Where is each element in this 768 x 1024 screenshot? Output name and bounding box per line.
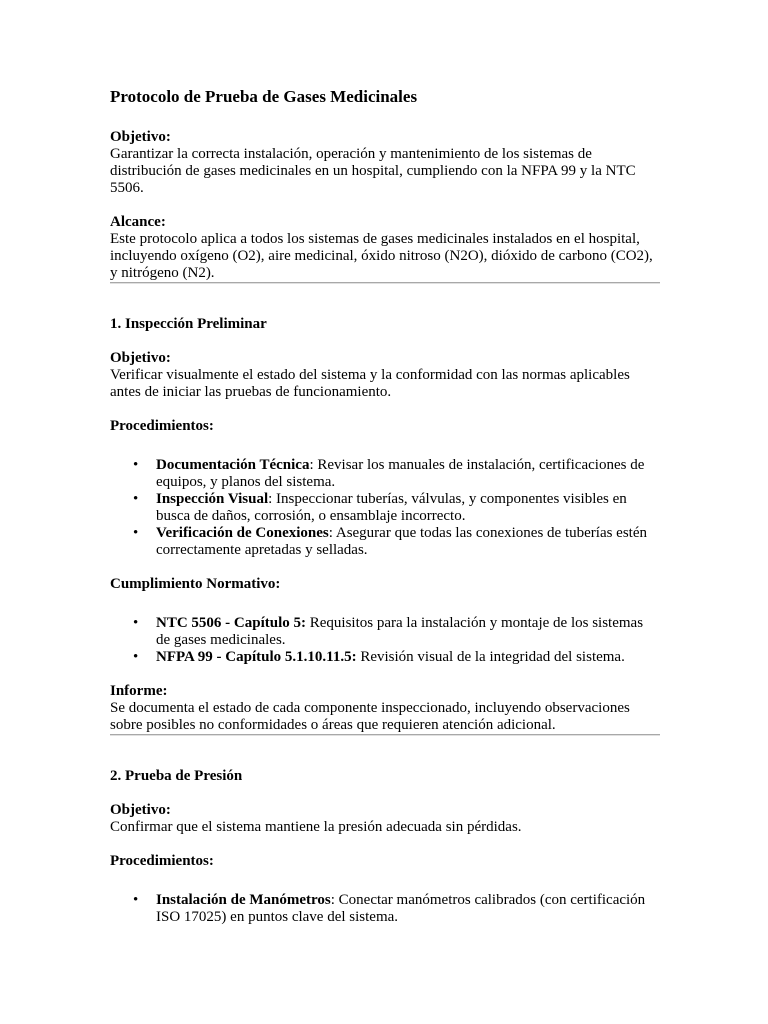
intro-scope-label: Alcance:: [110, 214, 166, 230]
section1-objective-text: Verificar visualmente el estado del sistema y la conformidad con las normas aplicables antes de iniciar las pruebas de funcionamiento.: [110, 367, 630, 400]
section1-objective: [110, 350, 660, 401]
bullet-icon: •: [133, 649, 139, 665]
list-item: [133, 615, 660, 649]
bullet-icon: •: [133, 457, 139, 473]
list-item-text: Requisitos para la instalación y montaje de los sistemas de gases medicinales.: [156, 615, 644, 648]
list-item-term: NFPA 99 - Capítulo 5.1.10.11.5:: [156, 649, 357, 665]
section1-procedures-list: [110, 457, 660, 559]
section-divider: [110, 734, 660, 736]
document-content: [110, 87, 660, 926]
bullet-icon: •: [133, 525, 139, 541]
section2-procedures-label: Procedimientos:: [110, 853, 214, 869]
section1-report: [110, 683, 660, 734]
intro-objective-text: Garantizar la correcta instalación, operación y mantenimiento de los sistemas de distribución de gases medicinales en un hospital, cumpliendo con la NFPA 99 y la NTC 5506.: [110, 146, 636, 196]
section2-objective-label: Objetivo:: [110, 802, 171, 818]
list-item: [133, 457, 660, 491]
list-item-text: : Conectar manómetros calibrados (con certificación ISO 17025) en puntos clave del sistema.: [156, 892, 646, 925]
list-item-text: : Inspeccionar tuberías, válvulas, y componentes visibles en busca de daños, corrosión, o ensamblaje incorrecto.: [156, 491, 627, 524]
list-item-term: Verificación de Conexiones: [156, 525, 329, 541]
section1-objective-label: Objetivo:: [110, 350, 171, 366]
section1-procedures-label: Procedimientos:: [110, 418, 214, 434]
section1-report-label: Informe:: [110, 683, 168, 699]
section-divider: [110, 282, 660, 284]
intro-objective-label: Objetivo:: [110, 129, 171, 145]
section2-procedures-list: [110, 892, 660, 926]
list-item: [133, 491, 660, 525]
document-title: Protocolo de Prueba de Gases Medicinales: [110, 87, 418, 106]
list-item-term: Instalación de Manómetros: [156, 892, 331, 908]
section1-compliance-label: Cumplimiento Normativo:: [110, 576, 281, 592]
list-item-text: Revisión visual de la integridad del sistema.: [356, 649, 625, 665]
bullet-icon: •: [133, 491, 139, 507]
intro-scope: [110, 214, 660, 282]
list-item-term: NTC 5506 - Capítulo 5:: [156, 615, 307, 631]
intro-scope-text: Este protocolo aplica a todos los sistemas de gases medicinales instalados en el hospital, incluyendo oxígeno (O2), aire medicinal, óxido nitroso (N2O), dióxido de carbono (CO2), y nitrógeno (N2).: [110, 231, 653, 281]
section1-heading: 1. Inspección Preliminar: [110, 316, 267, 332]
list-item-text: : Revisar los manuales de instalación, certificaciones de equipos, y planos del sistema.: [156, 457, 645, 490]
list-item: [133, 525, 660, 559]
section2-heading: 2. Prueba de Presión: [110, 768, 243, 784]
bullet-icon: •: [133, 615, 139, 631]
section1-report-text: Se documenta el estado de cada componente inspeccionado, incluyendo observaciones sobre posibles no conformidades o áreas que requieren atención adicional.: [110, 700, 630, 733]
list-item-term: Inspección Visual: [156, 491, 269, 507]
bullet-icon: •: [133, 892, 139, 908]
list-item-term: Documentación Técnica: [156, 457, 310, 473]
list-item-text: : Asegurar que todas las conexiones de tuberías estén correctamente apretadas y selladas.: [156, 525, 648, 558]
list-item: [133, 892, 660, 926]
section1-compliance-list: [110, 615, 660, 666]
intro-objective: [110, 129, 660, 197]
list-item: [133, 649, 660, 666]
section2-objective-text: Confirmar que el sistema mantiene la presión adecuada sin pérdidas.: [110, 819, 522, 835]
section2-objective: [110, 802, 660, 836]
